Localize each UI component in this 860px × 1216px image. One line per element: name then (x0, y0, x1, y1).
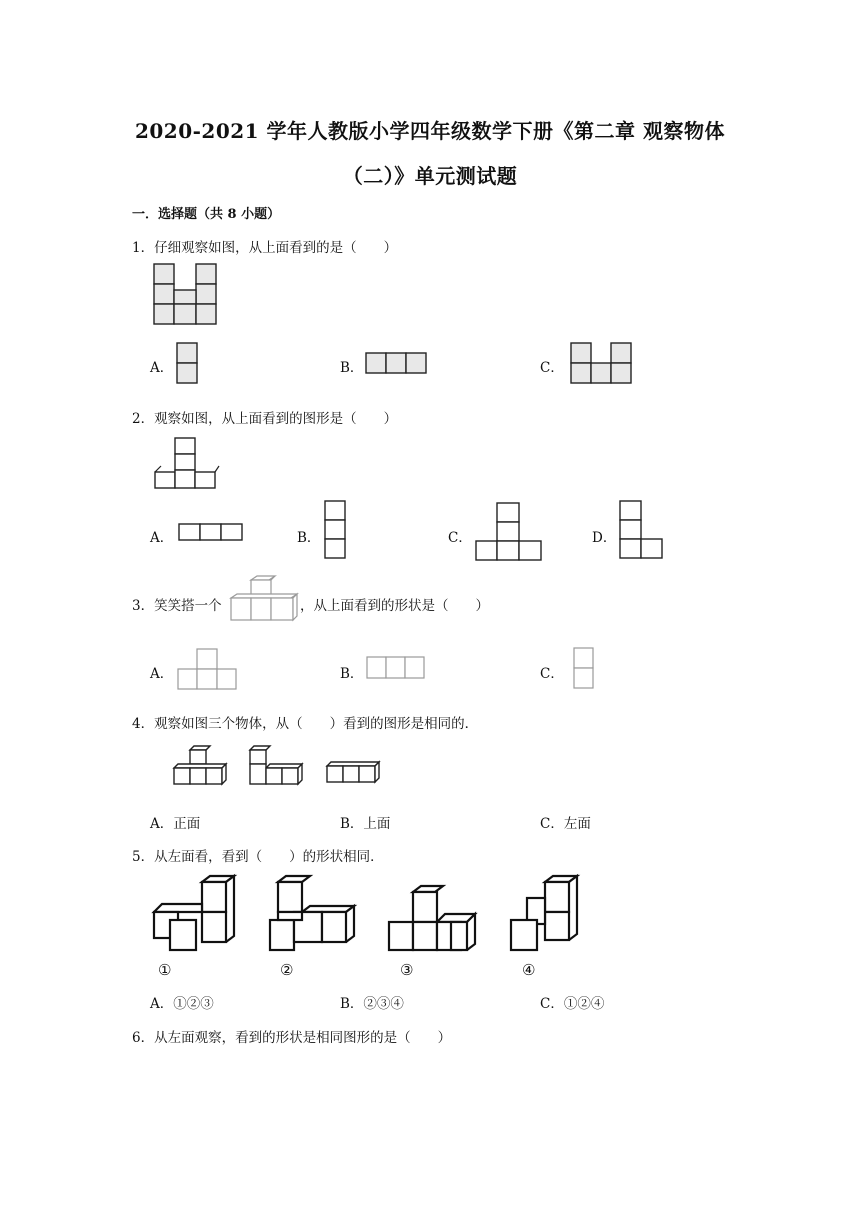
question-5-figure-label-4: ④ (522, 961, 536, 979)
question-3-option-c[interactable]: C． (540, 666, 564, 682)
question-3-option-c-figure[interactable] (573, 647, 597, 691)
question-5-figure-label-2: ② (280, 961, 294, 979)
question-5-text: 5．从左面看，看到（ ）的形状相同． (132, 849, 384, 865)
question-2-option-c[interactable]: C． (448, 530, 472, 546)
question-2-text: 2．观察如图，从上面看到的图形是（ ） (132, 411, 398, 427)
question-1-option-b-figure[interactable] (365, 352, 429, 376)
question-4-option-b[interactable]: B．上面 (340, 816, 391, 832)
question-5-option-a[interactable]: A．①②③ (150, 996, 214, 1012)
question-2-option-c-figure[interactable] (475, 502, 545, 562)
question-3-option-b-figure[interactable] (366, 656, 428, 680)
question-3-option-b[interactable]: B． (340, 666, 364, 682)
question-1-option-a-figure[interactable] (176, 342, 200, 386)
question-2-figure (153, 436, 221, 492)
question-5-figure-1 (152, 874, 238, 956)
question-3-option-a-figure[interactable] (177, 648, 241, 692)
question-3-text-after: ，从上面看到的形状是（ ） (300, 598, 489, 614)
question-5-figure-3 (387, 884, 479, 956)
question-4-figure-2 (248, 744, 306, 788)
question-1-option-a[interactable]: A． (150, 360, 174, 376)
question-4-option-a[interactable]: A．正面 (150, 816, 201, 832)
question-2-option-a-figure[interactable] (178, 523, 244, 543)
question-4-figure-3 (325, 760, 383, 788)
question-2-option-d-figure[interactable] (619, 500, 667, 562)
question-3-option-a[interactable]: A． (150, 666, 174, 682)
question-2-option-a[interactable]: A． (150, 530, 174, 546)
question-5-option-b[interactable]: B．②③④ (340, 996, 404, 1012)
question-5-figure-2 (268, 874, 358, 956)
question-1-figure (152, 262, 222, 328)
question-6-text: 6．从左面观察，看到的形状是相同图形的是（ ） (132, 1030, 452, 1046)
question-1-option-c-figure[interactable] (570, 342, 634, 386)
question-5-figure-4 (509, 874, 583, 956)
question-1-option-c[interactable]: C． (540, 360, 564, 376)
question-4-option-c[interactable]: C．左面 (540, 816, 591, 832)
question-4-text: 4．观察如图三个物体，从（ ）看到的图形是相同的． (132, 716, 479, 732)
question-2-option-b[interactable]: B． (297, 530, 321, 546)
question-1-text: 1．仔细观察如图，从上面看到的是（ ） (132, 240, 398, 256)
title-line-2: （二）》单元测试题 (342, 164, 518, 188)
question-1-option-b[interactable]: B． (340, 360, 364, 376)
question-5-figure-label-3: ③ (400, 961, 414, 979)
question-3-figure (229, 574, 301, 624)
question-2-option-b-figure[interactable] (324, 500, 348, 562)
section-heading: 一．选择题（共 8 小题） (132, 207, 281, 222)
question-2-option-d[interactable]: D． (592, 530, 617, 546)
question-5-option-c[interactable]: C．①②④ (540, 996, 605, 1012)
question-4-figure-1 (172, 744, 230, 788)
title-line-1: 2020-2021 学年人教版小学四年级数学下册《第二章 观察物体 (134, 119, 726, 143)
question-5-figure-label-1: ① (158, 961, 172, 979)
question-3-text-before: 3．笑笑搭一个 (132, 598, 222, 614)
